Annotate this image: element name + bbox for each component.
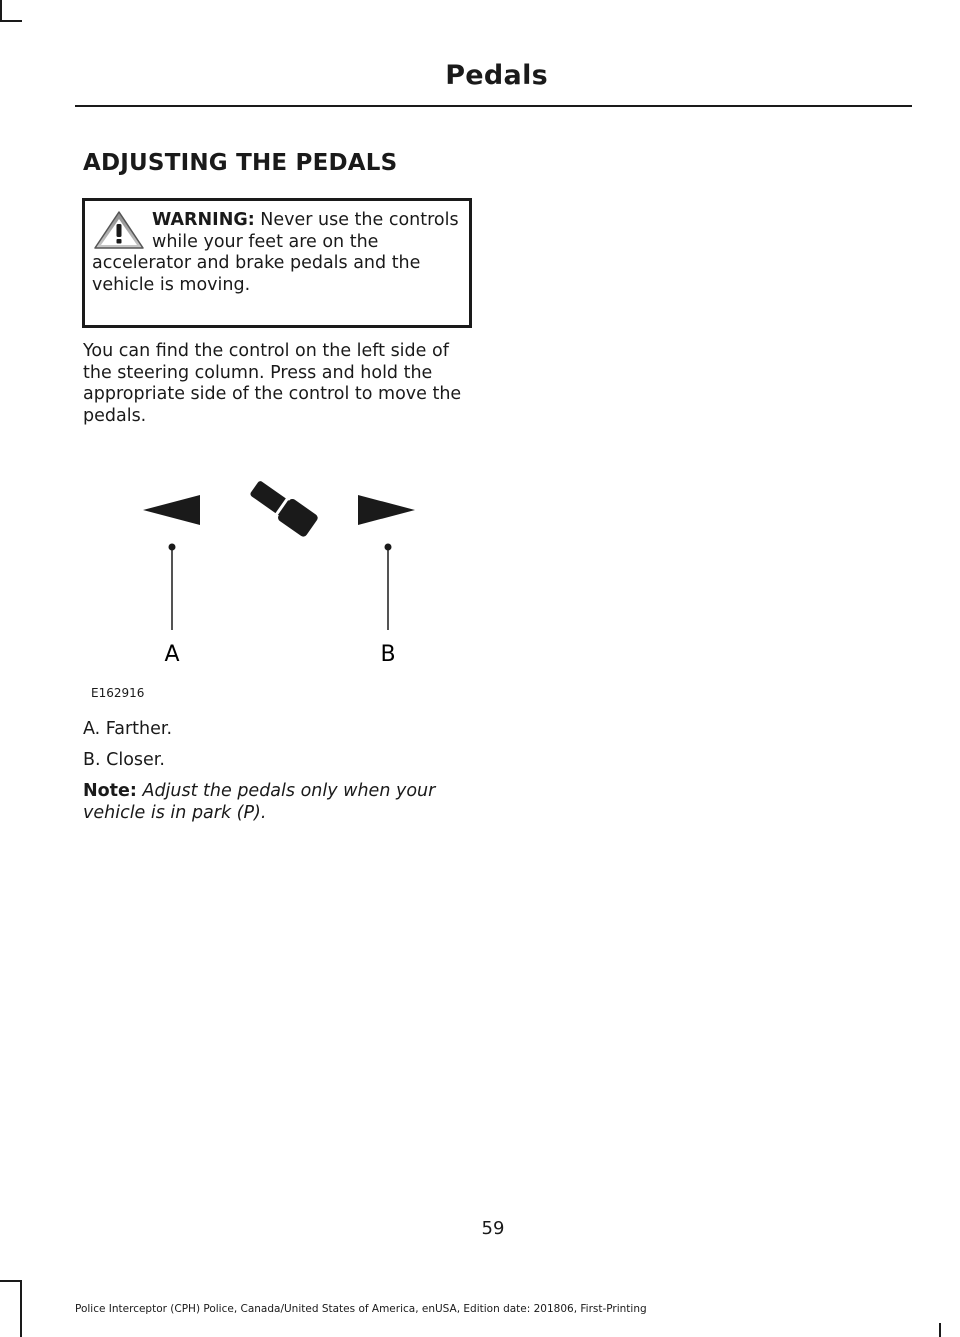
arrow-right-icon	[358, 495, 415, 525]
legend-item-b: B. Closer.	[83, 750, 165, 770]
pedal-control-figure	[85, 470, 475, 705]
page-number: 59	[481, 1218, 505, 1239]
warning-triangle-icon	[92, 210, 146, 250]
crop-mark-bottom-right-vertical	[939, 1323, 941, 1337]
header-rule	[75, 105, 912, 107]
callout-a-label: A	[164, 642, 180, 667]
warning-label: WARNING:	[152, 210, 255, 230]
section-heading: ADJUSTING THE PEDALS	[83, 150, 398, 176]
callout-b-label: B	[380, 642, 396, 667]
warning-text: Never use the controls while your feet are on the accelerator and brake pedals and the vehicle is moving.	[92, 210, 459, 295]
crop-mark-bottom-left-vertical	[20, 1280, 22, 1337]
crop-mark-top-left-horizontal	[0, 20, 22, 22]
footer-edition-text: Police Interceptor (CPH) Police, Canada/United States of America, enUSA, Edition date: 201806, First-Printing	[75, 1303, 647, 1315]
page-header-title: Pedals	[445, 60, 548, 91]
legend-item-a: A. Farther.	[83, 719, 173, 739]
warning-box	[82, 198, 472, 328]
intro-paragraph: You can find the control on the left side of the steering column. Press and hold the appropriate side of the control to move the pedals.	[83, 341, 462, 426]
arrow-left-icon	[143, 495, 200, 525]
crop-mark-top-left-vertical	[0, 0, 2, 22]
note-paragraph	[83, 781, 478, 824]
figure-id: E162916	[91, 686, 145, 700]
note-text: Adjust the pedals only when your vehicle is in park (P).	[83, 781, 436, 823]
note-label: Note:	[83, 781, 137, 801]
pedal-icon	[247, 477, 319, 538]
crop-mark-bottom-left-horizontal	[0, 1280, 22, 1282]
